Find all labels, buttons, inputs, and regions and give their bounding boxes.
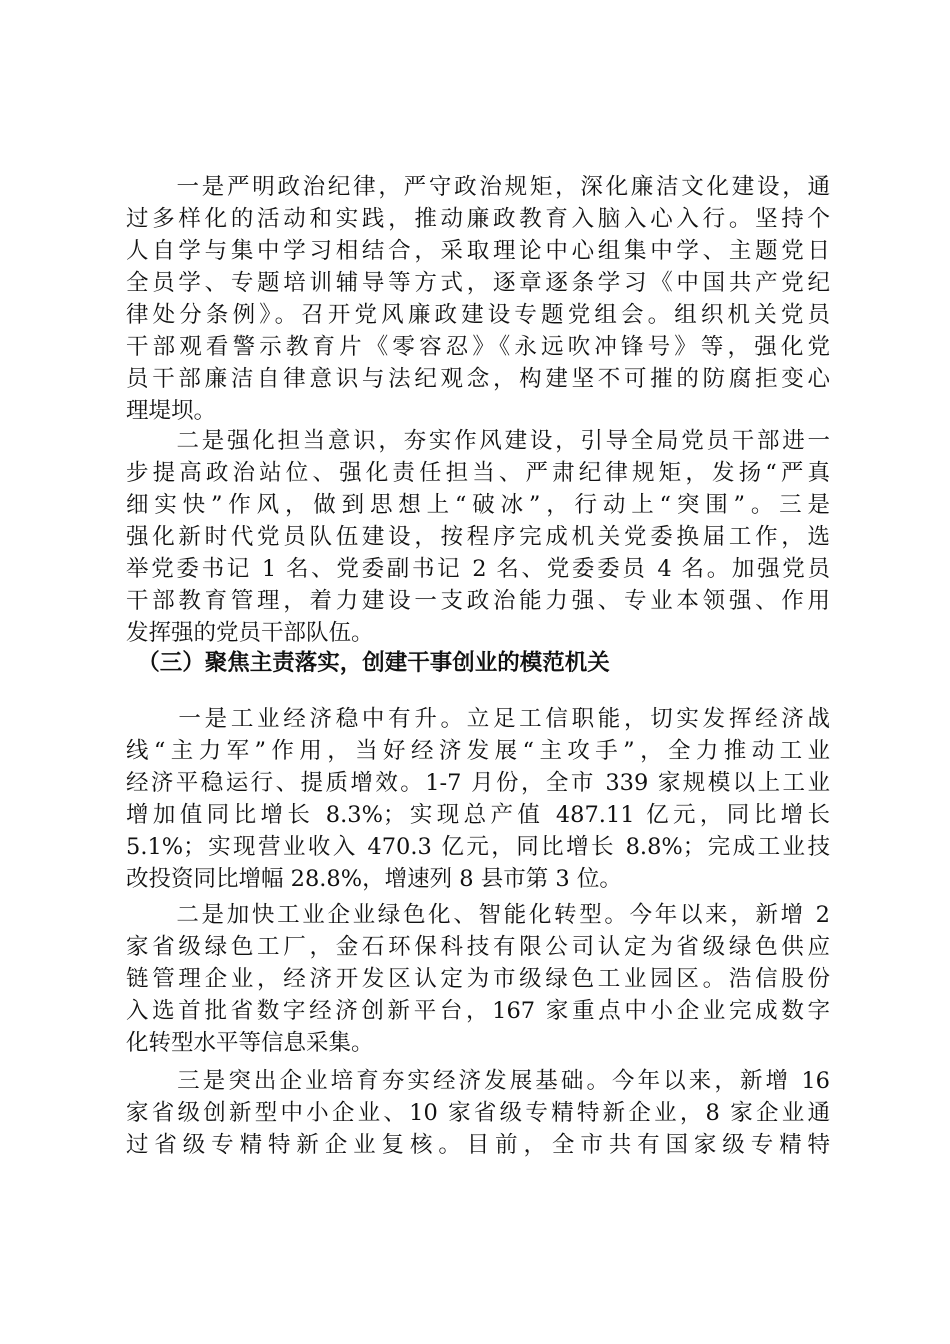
text-line: 举党委书记 1 名、党委副书记 2 名、党委委员 4 名。加强党员 bbox=[126, 556, 830, 582]
text-line: 步提高政治站位、强化责任担当、严肃纪律规矩，发扬“严真 bbox=[126, 460, 830, 486]
text-line: 细实快”作风，做到思想上“破冰”，行动上“突围”。三是 bbox=[126, 492, 830, 518]
text-line: 化转型水平等信息采集。 bbox=[126, 1030, 374, 1056]
text-line: 增加值同比增长 8.3%；实现总产值 487.11 亿元，同比增长 bbox=[126, 802, 830, 828]
paragraph-enterprise-cultivation bbox=[126, 1065, 830, 1161]
paragraph-work-style bbox=[126, 425, 830, 649]
text-line: 发挥强的党员干部队伍。 bbox=[126, 620, 374, 646]
paragraph-party-discipline bbox=[126, 171, 830, 427]
text-line: 过省级专精特新企业复核。目前，全市共有国家级专精特 bbox=[126, 1132, 830, 1158]
text-line: 链管理企业，经济开发区认定为市级绿色工业园区。浩信股份 bbox=[126, 966, 830, 992]
text-line: 二是强化担当意识，夯实作风建设，引导全局党员干部进一 bbox=[126, 428, 830, 454]
text-line: 三是突出企业培育夯实经济发展基础。今年以来，新增 16 bbox=[126, 1068, 830, 1094]
text-line: 一是严明政治纪律，严守政治规矩，深化廉洁文化建设，通 bbox=[126, 174, 830, 200]
text-line: 律处分条例》。召开党风廉政建设专题党组会。组织机关党员 bbox=[126, 302, 830, 328]
paragraph-industrial-economy bbox=[126, 703, 830, 895]
paragraph-green-transformation bbox=[126, 899, 830, 1059]
text-line: 理堤坝。 bbox=[126, 398, 217, 424]
text-line: 5.1%；实现营业收入 470.3 亿元，同比增长 8.8%；完成工业技 bbox=[126, 834, 830, 860]
text-line: 一是工业经济稳中有升。立足工信职能，切实发挥经济战 bbox=[126, 706, 830, 732]
text-line: 员干部廉洁自律意识与法纪观念，构建坚不可摧的防腐拒变心 bbox=[126, 366, 830, 392]
text-line: 家省级绿色工厂，金石环保科技有限公司认定为省级绿色供应 bbox=[126, 934, 830, 960]
text-line: 强化新时代党员队伍建设，按程序完成机关党委换届工作，选 bbox=[126, 524, 830, 550]
text-line: 干部教育管理，着力建设一支政治能力强、专业本领强、作用 bbox=[126, 588, 830, 614]
section-heading bbox=[126, 647, 830, 679]
text-line: 线“主力军”作用，当好经济发展“主攻手”，全力推动工业 bbox=[126, 738, 830, 764]
text-line: 过多样化的活动和实践，推动廉政教育入脑入心入行。坚持个 bbox=[126, 206, 830, 232]
text-line: 改投资同比增幅 28.8%，增速列 8 县市第 3 位。 bbox=[126, 866, 622, 892]
text-line: 入选首批省数字经济创新平台，167 家重点中小企业完成数字 bbox=[126, 998, 830, 1024]
text-line: 二是加快工业企业绿色化、智能化转型。今年以来，新增 2 bbox=[126, 902, 830, 928]
section-heading-text: （三）聚焦主责落实，创建干事创业的模范机关 bbox=[126, 650, 610, 676]
text-line: 家省级创新型中小企业、10 家省级专精特新企业，8 家企业通 bbox=[126, 1100, 830, 1126]
text-line: 全员学、专题培训辅导等方式，逐章逐条学习《中国共产党纪 bbox=[126, 270, 830, 296]
text-line: 经济平稳运行、提质增效。1-7 月份，全市 339 家规模以上工业 bbox=[126, 770, 830, 796]
text-line: 人自学与集中学习相结合，采取理论中心组集中学、主题党日 bbox=[126, 238, 830, 264]
text-line: 干部观看警示教育片《零容忍》《永远吹冲锋号》等，强化党 bbox=[126, 334, 830, 360]
